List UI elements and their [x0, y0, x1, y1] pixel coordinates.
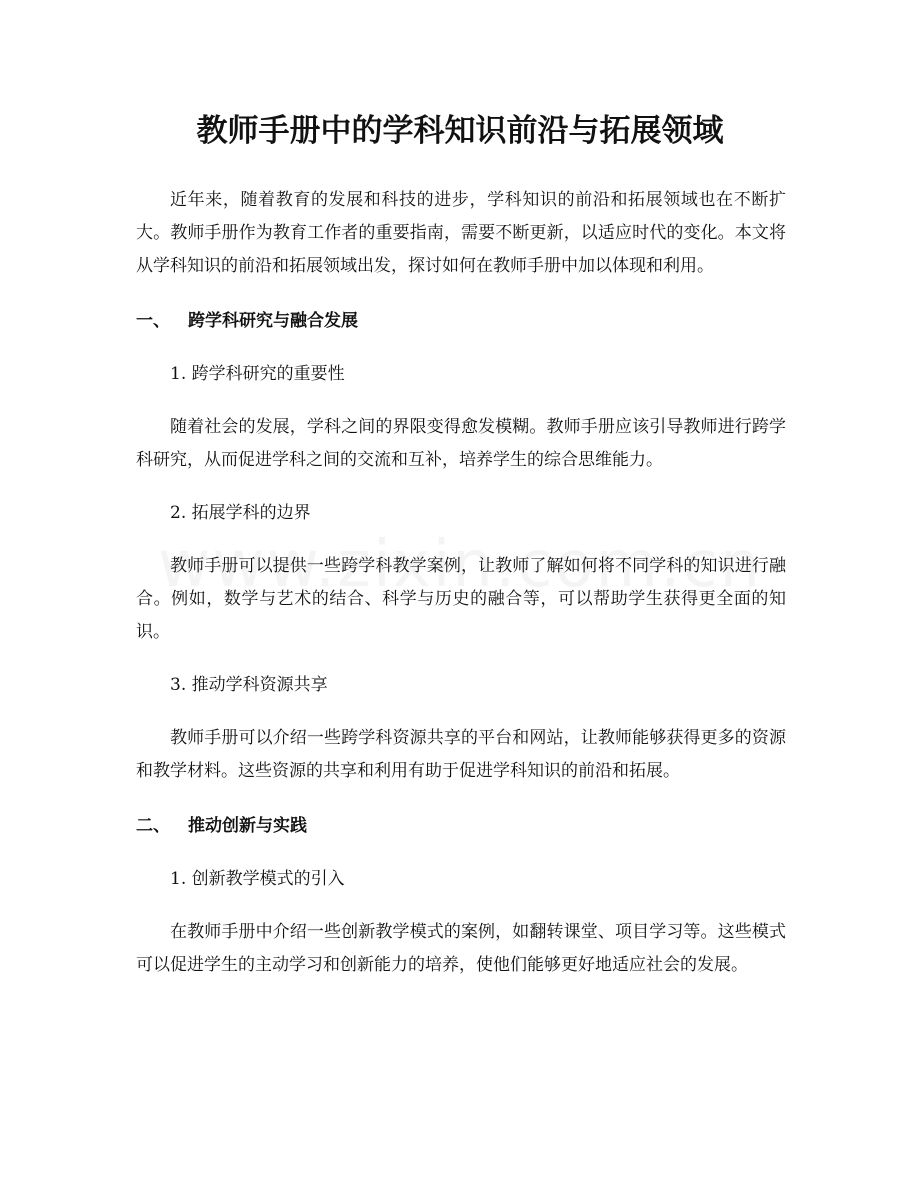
section-heading-1 [136, 305, 786, 338]
subsection-title: 1. 创新教学模式的引入 [170, 869, 345, 889]
subsection-title: 2. 拓展学科的边界 [170, 503, 311, 523]
document-title: 教师手册中的学科知识前沿与拓展领域 [196, 113, 724, 149]
section-number: 一、 [136, 311, 170, 331]
section-heading-2 [136, 810, 786, 843]
section-number: 二、 [136, 816, 170, 836]
intro-paragraph: 近年来，随着教育的发展和科技的进步，学科知识的前沿和拓展领域也在不断扩大。教师手册作为教育工作者的重要指南，需要不断更新，以适应时代的变化。本文将从学科知识的前沿和拓展领域出发，探讨如何在教师手册中加以体现和利用。 [136, 190, 786, 276]
section-heading-text: 推动创新与实践 [188, 816, 307, 836]
document-body [136, 184, 786, 982]
subsection-paragraph: 教师手册可以介绍一些跨学科资源共享的平台和网站，让教师能够获得更多的资源和教学材料。这些资源的共享和利用有助于促进学科知识的前沿和拓展。 [136, 728, 786, 781]
section-heading-text: 跨学科研究与融合发展 [188, 311, 358, 331]
subsection-title: 3. 推动学科资源共享 [170, 675, 328, 695]
subsection-paragraph: 随着社会的发展，学科之间的界限变得愈发模糊。教师手册应该引导教师进行跨学科研究，从而促进学科之间的交流和互补，培养学生的综合思维能力。 [136, 417, 786, 470]
subsection-paragraph: 在教师手册中介绍一些创新教学模式的案例，如翻转课堂、项目学习等。这些模式可以促进学生的主动学习和创新能力的培养，使他们能够更好地适应社会的发展。 [136, 922, 786, 975]
subsection-title: 1. 跨学科研究的重要性 [170, 364, 345, 384]
subsection-paragraph: 教师手册可以提供一些跨学科教学案例，让教师了解如何将不同学科的知识进行融合。例如，数学与艺术的结合、科学与历史的融合等，可以帮助学生获得更全面的知识。 [136, 556, 786, 642]
